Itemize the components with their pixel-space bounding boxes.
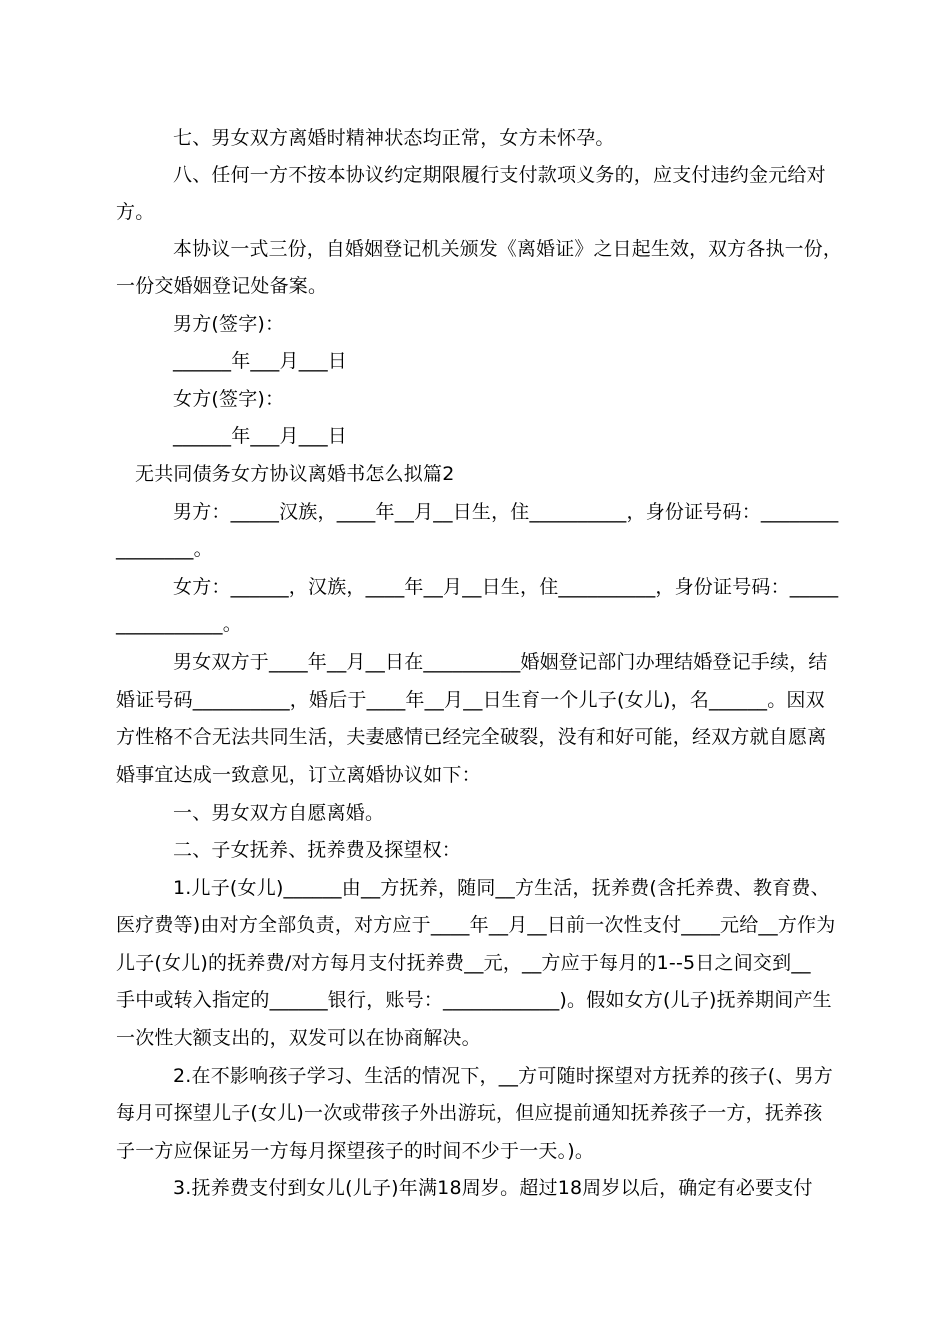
male-party-info: 男方：_____汉族，____年__月__日生，住__________，身份证号码：________ bbox=[173, 501, 839, 523]
item-1-line-5: 一次性大额支出的，双发可以在协商解决。 bbox=[116, 1027, 481, 1049]
female-signature-date: ______年___月___日 bbox=[173, 425, 348, 447]
item-1-line-3: 儿子(女儿)的抚养费/对方每月支付抚养费__元，__方应于每月的1--5日之间交到__ bbox=[116, 952, 811, 974]
item-2-line-3: 子一方应保证另一方每月探望孩子的时间不少于一天。)。 bbox=[116, 1140, 595, 1162]
item-2-line-1: 2.在不影响孩子学习、生活的情况下，__方可随时探望对方抚养的孩子(、男方 bbox=[173, 1065, 833, 1087]
marriage-paragraph-1: 男女双方于____年__月__日在__________婚姻登记部门办理结婚登记手续，结 bbox=[173, 651, 828, 673]
male-signature-label: 男方(签字)： bbox=[173, 313, 285, 335]
item-3-line-1: 3.抚养费支付到女儿(儿子)年满18周岁。超过18周岁以后，确定有必要支付 bbox=[173, 1177, 813, 1199]
copies-paragraph-cont: 一份交婚姻登记处备案。 bbox=[116, 275, 328, 297]
male-signature-date: ______年___月___日 bbox=[173, 350, 348, 372]
female-party-info-cont: ___________。 bbox=[116, 613, 242, 635]
clause-two: 二、子女抚养、抚养费及探望权： bbox=[173, 839, 462, 861]
female-signature-label: 女方(签字)： bbox=[173, 388, 285, 410]
clause-one: 一、男女双方自愿离婚。 bbox=[173, 802, 385, 824]
copies-paragraph: 本协议一式三份，自婚姻登记机关颁发《离婚证》之日起生效，双方各执一份， bbox=[173, 238, 842, 260]
marriage-paragraph-4: 婚事宜达成一致意见，订立离婚协议如下： bbox=[116, 764, 481, 786]
clause-eight-cont: 方。 bbox=[116, 201, 155, 223]
marriage-paragraph-2: 婚证号码__________，婚后于____年__月__日生育一个儿子(女儿)，名______。因双 bbox=[116, 689, 825, 711]
item-2-line-2: 每月可探望儿子(女儿)一次或带孩子外出游玩，但应提前通知抚养孩子一方，抚养孩 bbox=[116, 1102, 823, 1124]
marriage-paragraph-3: 方性格不合无法共同生活，夫妻感情已经完全破裂，没有和好可能，经双方就自愿离 bbox=[116, 726, 827, 748]
section-title: 无共同债务女方协议离婚书怎么拟篇2 bbox=[135, 463, 455, 485]
item-1-line-1: 1.儿子(女儿)______由__方抚养，随同__方生活，抚养费(含托养费、教育费、 bbox=[173, 877, 830, 899]
item-1-line-2: 医疗费等)由对方全部负责，对方应于____年__月__日前一次性支付____元给__方作为 bbox=[116, 914, 836, 936]
item-1-line-4: 手中或转入指定的______银行，账号：____________)。假如女方(儿子)抚养期间产生 bbox=[116, 989, 832, 1011]
female-party-info: 女方：______，汉族，____年__月__日生，住__________，身份证号码：_____ bbox=[173, 576, 839, 598]
clause-eight: 八、任何一方不按本协议约定期限履行支付款项义务的，应支付违约金元给对 bbox=[173, 164, 826, 186]
male-party-info-cont: ________。 bbox=[116, 538, 213, 560]
clause-seven: 七、男女双方离婚时精神状态均正常，女方未怀孕。 bbox=[173, 127, 615, 149]
